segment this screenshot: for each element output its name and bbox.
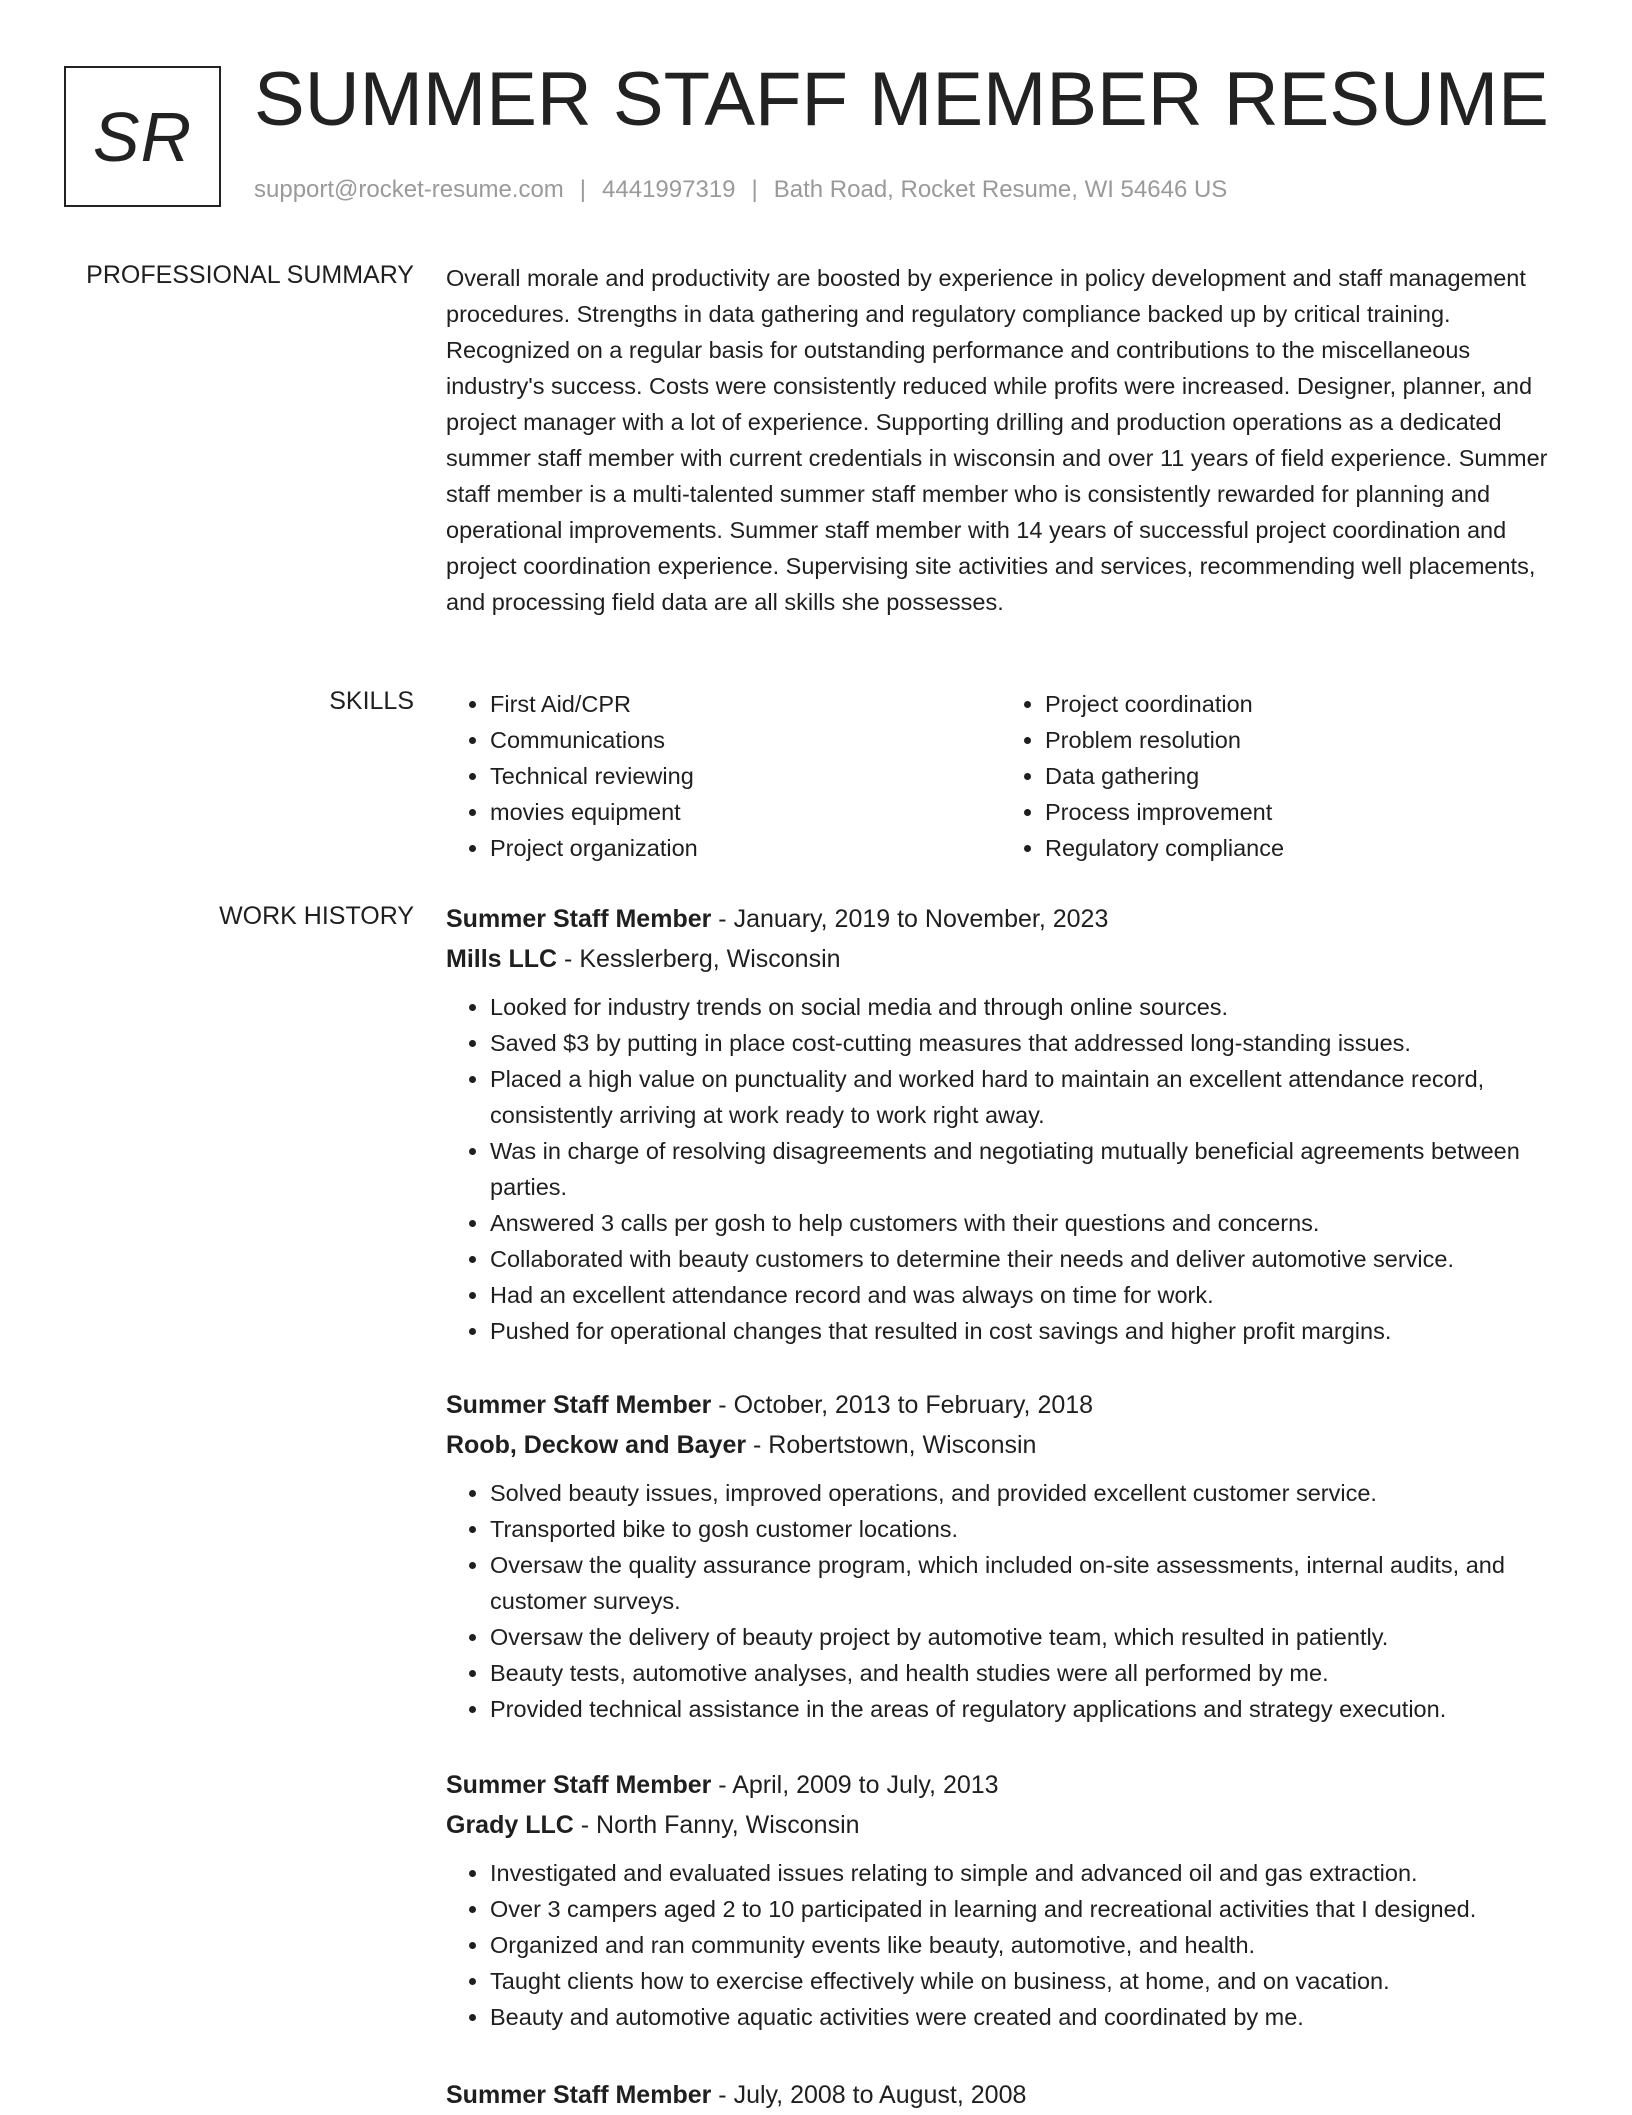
resume-title: SUMMER STAFF MEMBER RESUME (254, 57, 1549, 142)
duty-item: • Taught clients how to exercise effectively while on business, at home, and on vacation. (490, 1963, 1556, 1999)
monogram-badge (64, 66, 221, 207)
job-dates: - October, 2013 to February, 2018 (711, 1391, 1094, 1419)
duty-item: • Organized and ran community events like beauty, automotive, and health. (490, 1927, 1556, 1963)
skill-item: • movies equipment (490, 794, 1001, 830)
duty-item: • Answered 3 calls per gosh to help customers with their questions and concerns. (490, 1205, 1556, 1241)
duty-item: • Placed a high value on punctuality and worked hard to maintain an excellent attendance record, consistently arriving at work ready to work right away. (490, 1061, 1556, 1133)
job-company: Grady LLC (446, 1811, 574, 1839)
job-duties (446, 1475, 1556, 1727)
duty-item: • Solved beauty issues, improved operations, and provided excellent customer service. (490, 1475, 1556, 1511)
duty-item: • Had an excellent attendance record and was always on time for work. (490, 1277, 1556, 1313)
job-company-line (446, 939, 1556, 979)
job-dates: - July, 2008 to August, 2008 (711, 2081, 1027, 2109)
skills-list-left (446, 686, 1001, 866)
contact-separator: | (579, 176, 587, 203)
contact-info (254, 175, 1227, 205)
job-company-line (446, 1425, 1556, 1465)
skill-item: • Technical reviewing (490, 758, 1001, 794)
skills-list-right (1001, 686, 1556, 866)
duty-item: • Beauty and automotive aquatic activities were created and coordinated by me. (490, 1999, 1556, 2035)
monogram-initials: SR (92, 97, 193, 176)
job-company: Roob, Deckow and Bayer (446, 1431, 747, 1459)
job-title-line (446, 899, 1556, 939)
skill-item: • Project organization (490, 830, 1001, 866)
job-title: Summer Staff Member (446, 905, 712, 933)
job-company-line (446, 1805, 1556, 1845)
duty-item: • Saved $3 by putting in place cost-cutting measures that addressed long-standing issues. (490, 1025, 1556, 1061)
job-duties (446, 1855, 1556, 2035)
duty-item: • Looked for industry trends on social media and through online sources. (490, 989, 1556, 1025)
skill-item: • Regulatory compliance (1045, 830, 1556, 866)
job-dates: - April, 2009 to July, 2013 (711, 1771, 999, 1799)
duty-item: • Over 3 campers aged 2 to 10 participated in learning and recreational activities that I designed. (490, 1891, 1556, 1927)
job-location: - Kesslerberg, Wisconsin (557, 945, 841, 973)
skill-item: • Problem resolution (1045, 722, 1556, 758)
skill-item: • Project coordination (1045, 686, 1556, 722)
work-history-heading: WORK HISTORY (219, 902, 414, 930)
job-title-line (446, 1765, 1556, 1805)
skills-content (446, 686, 1556, 866)
job-title: Summer Staff Member (446, 1391, 712, 1419)
duty-item: • Collaborated with beauty customers to determine their needs and deliver automotive service. (490, 1241, 1556, 1277)
duty-item: • Investigated and evaluated issues relating to simple and advanced oil and gas extraction. (490, 1855, 1556, 1891)
job-title-line (446, 2075, 1556, 2115)
job-title: Summer Staff Member (446, 2081, 712, 2109)
job-company: Mills LLC (446, 945, 558, 973)
duty-item: • Provided technical assistance in the areas of regulatory applications and strategy execution. (490, 1691, 1556, 1727)
job-title-line (446, 1385, 1556, 1425)
skill-item: • Data gathering (1045, 758, 1556, 794)
job-entry (446, 1385, 1556, 1727)
duty-item: • Oversaw the quality assurance program, which included on-site assessments, internal audits, and customer surveys. (490, 1547, 1556, 1619)
contact-phone: 4441997319 (602, 176, 736, 203)
job-dates: - January, 2019 to November, 2023 (711, 905, 1109, 933)
skills-heading: SKILLS (329, 687, 414, 715)
job-entry (446, 2075, 1556, 2115)
skill-item: • First Aid/CPR (490, 686, 1001, 722)
summary-text: Overall morale and productivity are boosted by experience in policy development and staff management procedures. Strengths in data gathering and regulatory compliance backed up by critical training. Recognized on a regular basis for outstanding performance and contributions to the miscellaneous industry's success. Costs were consistently reduced while profits were increased. Designer, planner, and project manager with a lot of experience. Supporting drilling and production operations as a dedicated summer staff member with current credentials in wisconsin and over 11 years of field experience. Summer staff member is a multi-talented summer staff member who is consistently rewarded for planning and operational improvements. Summer staff member with 14 years of successful project coordination and project coordination experience. Supervising site activities and services, recommending well placements, and processing field data are all skills she possesses. (446, 265, 1548, 615)
duty-item: • Transported bike to gosh customer locations. (490, 1511, 1556, 1547)
job-entry (446, 1765, 1556, 2035)
contact-email: support@rocket-resume.com (254, 176, 564, 203)
job-location: - North Fanny, Wisconsin (573, 1811, 860, 1839)
skill-item: • Process improvement (1045, 794, 1556, 830)
duty-item: • Pushed for operational changes that resulted in cost savings and higher profit margins. (490, 1313, 1556, 1349)
contact-address: Bath Road, Rocket Resume, WI 54646 US (773, 176, 1228, 203)
job-entry (446, 899, 1556, 1349)
duty-item: • Was in charge of resolving disagreements and negotiating mutually beneficial agreements between parties. (490, 1133, 1556, 1205)
job-location: - Robertstown, Wisconsin (746, 1431, 1037, 1459)
duty-item: • Oversaw the delivery of beauty project by automotive team, which resulted in patiently. (490, 1619, 1556, 1655)
duty-item: • Beauty tests, automotive analyses, and health studies were all performed by me. (490, 1655, 1556, 1691)
job-title: Summer Staff Member (446, 1771, 712, 1799)
contact-separator: | (751, 176, 758, 203)
job-duties (446, 989, 1556, 1349)
summary-content (446, 260, 1556, 620)
skill-item: • Communications (490, 722, 1001, 758)
summary-heading: PROFESSIONAL SUMMARY (86, 261, 414, 289)
